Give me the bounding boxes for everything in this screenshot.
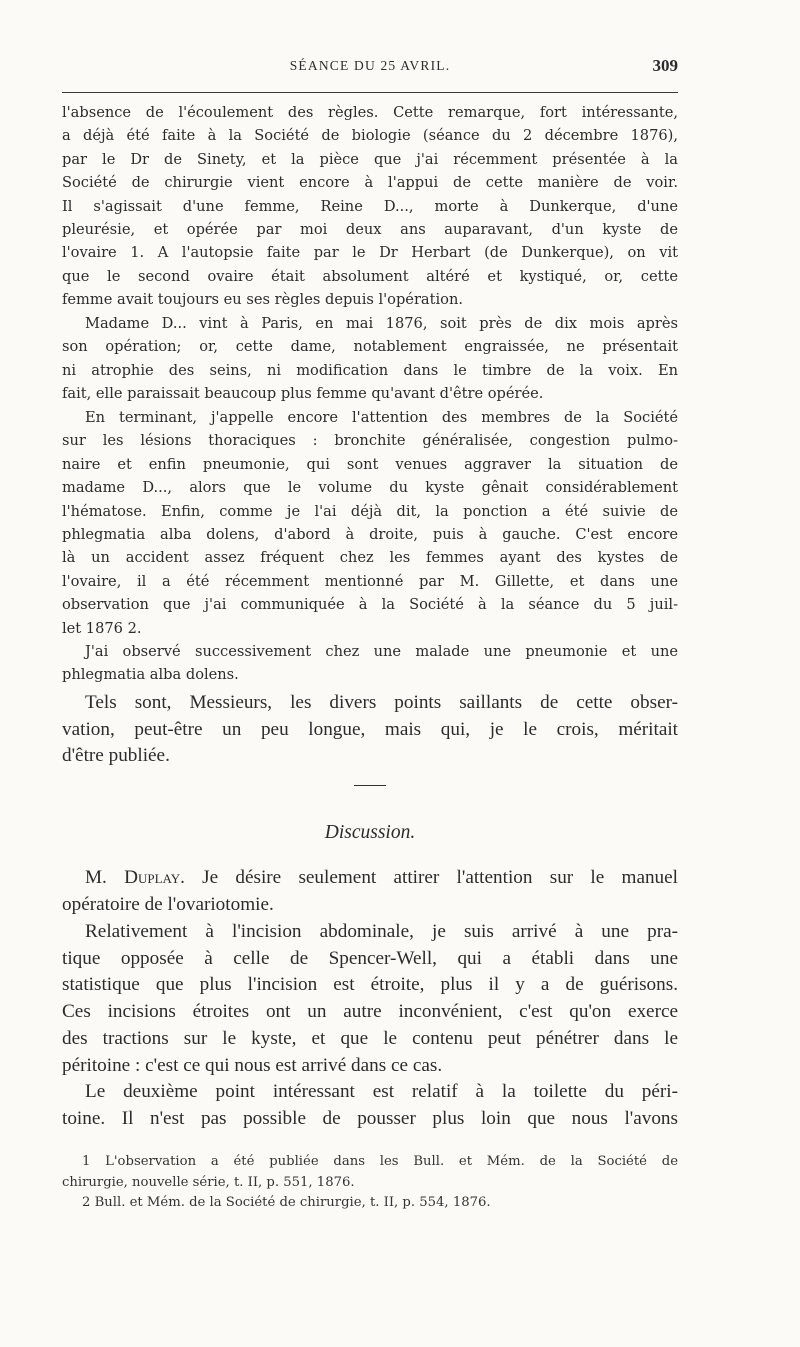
running-head (62, 58, 678, 86)
paragraph-observed (62, 640, 678, 687)
paragraph-duplay-intro (62, 865, 678, 918)
discussion-heading: Discussion. (324, 822, 416, 843)
text-line: J'ai observé successivement chez une malade une pneumonie et une (85, 643, 678, 660)
text-line: fait, elle paraissait beaucoup plus femme qu'avant d'être opérée. (62, 385, 544, 403)
text-line: Tels sont, Messieurs, les divers points saillants de cette obser- (85, 692, 678, 713)
text-line: a déjà été faite à la Société de biologie (séance du 2 décembre 1876), (62, 127, 678, 145)
text-line: l'ovaire 1. A l'autopsie faite par le Dr Herbart (de Dunkerque), on vit (62, 244, 678, 262)
text-line: Il s'agissait d'une femme, Reine D..., morte à Dunkerque, d'une (62, 197, 678, 215)
text-line: péritoine : c'est ce qui nous est arrivé dans ce cas. (62, 1054, 443, 1076)
header-rule (62, 92, 678, 93)
text-line: En terminant, j'appelle encore l'attention des membres de la Société (85, 409, 678, 426)
text-line: Relativement à l'incision abdominale, je suis arrivé à une pra- (85, 921, 678, 942)
text-line: toine. Il n'est pas possible de pousser plus loin que nous l'avons (62, 1107, 678, 1129)
text-line: pleurésie, et opérée par moi deux ans auparavant, d'un kyste de (62, 221, 678, 239)
footnote-2: 2 Bull. et Mém. de la Société de chirurgie, t. II, p. 554, 1876. (82, 1195, 491, 1210)
paragraph-menstruation-remark (62, 101, 678, 312)
paragraph-incision (62, 919, 678, 1079)
text-line: ni atrophie des seins, ni modification dans le timbre de la voix. En (62, 361, 678, 379)
text-line: l'ovaire, il a été récemment mentionné par M. Gillette, et dans une (62, 572, 678, 590)
speaker-name: M. Duplay. (85, 867, 185, 888)
text-line: son opération; or, cette dame, notablement engraissée, ne présentait (62, 338, 678, 356)
text-line: madame D..., alors que le volume du kyste gênait considérablement (62, 479, 678, 497)
text-line: femme avait toujours eu ses règles depuis l'opération. (62, 291, 463, 309)
text-line: opératoire de l'ovariotomie. (62, 893, 274, 915)
text-line: Madame D... vint à Paris, en mai 1876, soit près de dix mois après (85, 315, 678, 332)
text-line: Ces incisions étroites ont un autre inconvénient, c'est qu'on exerce (62, 1001, 678, 1023)
text-line: l'absence de l'écoulement des règles. Cette remarque, fort intéressante, (62, 104, 678, 121)
paragraph-madame-d (62, 312, 678, 406)
text-line: naire et enfin pneumonie, qui sont venues aggraver la situation de (62, 455, 678, 473)
text-line: phlegmatia alba dolens. (62, 666, 239, 684)
text-line: phlegmatia alba dolens, d'abord à droite, puis à gauche. C'est encore (62, 526, 678, 544)
page-number: 309 (652, 56, 678, 75)
text-line (62, 865, 678, 892)
running-title: SÉANCE DU 25 AVRIL. (289, 58, 451, 73)
text-line: des tractions sur le kyste, et que le contenu peut pénétrer dans le (62, 1027, 678, 1049)
paragraph-thoracic-lesions (62, 406, 678, 640)
text-line: l'hématose. Enfin, comme je l'ai déjà dit, la ponction a été suivie de (62, 502, 678, 520)
footnote-1: 1 L'observation a été publiée dans les Bull. et Mém. de la Société de (82, 1154, 678, 1169)
footnotes (62, 1152, 678, 1214)
footnote-1-cont: chirurgie, nouvelle série, t. II, p. 551, 1876. (62, 1174, 355, 1190)
text-line: statistique que plus l'incision est étroite, plus il y a de guérisons. (62, 974, 678, 996)
text-line: là un accident assez fréquent chez les femmes ayant des kystes de (62, 549, 678, 567)
text-fragment: Je désire seulement attirer l'attention sur le manuel (184, 867, 678, 888)
text-line: let 1876 2. (62, 619, 142, 637)
text-line: tique opposée à celle de Spencer-Well, qui a établi dans une (62, 947, 678, 969)
section-ornament (354, 785, 386, 786)
paragraph-peritoneum (62, 1079, 678, 1132)
text-line: observation que j'ai communiquée à la Société à la séance du 5 juil- (62, 596, 678, 614)
text-line: Société de chirurgie vient encore à l'appui de cette manière de voir. (62, 174, 678, 192)
text-line: sur les lésions thoraciques : bronchite généralisée, congestion pulmo- (62, 432, 678, 450)
text-line: par le Dr de Sinety, et la pièce que j'ai récemment présentée à la (62, 150, 678, 168)
paragraph-conclusion (62, 690, 678, 770)
text-line: Le deuxième point intéressant est relatif à la toilette du péri- (85, 1081, 678, 1102)
text-line: que le second ovaire était absolument altéré et kystiqué, or, cette (62, 267, 678, 285)
text-line: vation, peut-être un peu longue, mais qui, je le crois, méritait (62, 718, 678, 740)
text-line: d'être publiée. (62, 745, 170, 767)
